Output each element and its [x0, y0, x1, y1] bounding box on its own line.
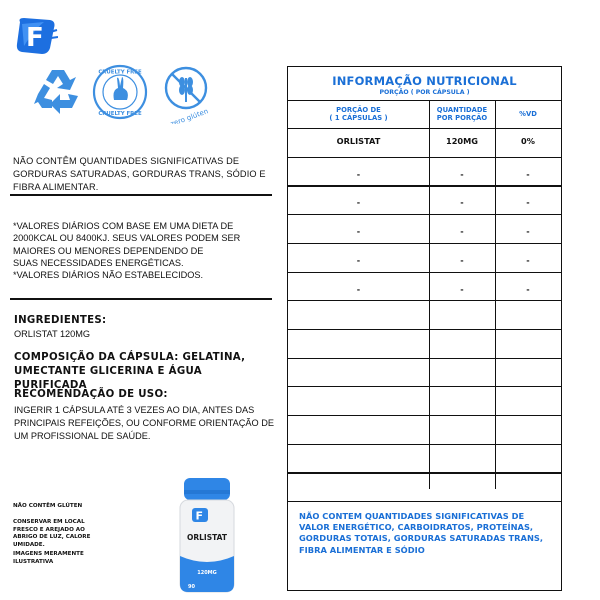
row-divider — [288, 272, 561, 273]
column-header-dv: %VD — [519, 110, 537, 118]
bottle-logo-letter: F — [195, 509, 204, 523]
header-line: QUANTIDADE — [436, 106, 488, 114]
table-cell: 0% — [521, 136, 535, 146]
ingredients-title: INGREDIENTES: — [14, 315, 107, 326]
row-divider — [288, 329, 561, 330]
table-cell: - — [356, 254, 361, 265]
column-divider — [495, 101, 496, 489]
badge-icons — [30, 64, 230, 124]
row-divider — [288, 185, 561, 186]
bottle-count: 90 — [188, 584, 195, 590]
note-line: SUAS NECESSIDADES ENERGÉTICAS. — [13, 257, 184, 268]
table-cell: - — [526, 168, 530, 179]
recommendation-body: INGERIR 1 CÁPSULA ATÉ 3 VEZES AO DIA, ANTES DAS PRINCIPAIS REFEIÇÕES, OU CONFORME ORIENTAÇÃO DE UM PROFISSIONAL DE SAÚDE. — [14, 405, 274, 441]
row-divider — [288, 386, 561, 387]
table-subtitle: PORÇÃO ( POR CÁPSULA ) — [379, 89, 470, 96]
note-line: *VALORES DIÁRIOS COM BASE EM UMA DIETA DE 2000KCAL OU 8400KJ. SEUS VALORES PODEM SER MAIORES OU MENORES DEPENDENDO DE — [13, 221, 241, 256]
note-line: *VALORES DIÁRIOS NÃO ESTABELECIDOS. — [13, 270, 204, 281]
capsule-composition: COMPOSIÇÃO DA CÁPSULA: GELATINA, UMECTANTE GLICERINA E ÁGUA PURIFICADA — [14, 352, 246, 391]
recycle-icon — [30, 64, 86, 120]
gluten-free-label: zero glúten — [169, 107, 210, 124]
row-divider — [288, 214, 561, 215]
table-cell: - — [356, 226, 361, 237]
row-divider — [288, 300, 561, 301]
brand-logo — [14, 16, 58, 56]
illustrative-note: IMAGENS MERAMENTE ILUSTRATIVA — [13, 551, 84, 565]
row-divider — [288, 128, 561, 129]
header-line: POR PORÇÃO — [436, 114, 488, 122]
divider — [10, 298, 272, 300]
nutrition-table — [287, 66, 562, 591]
table-cell: - — [460, 226, 464, 237]
row-divider — [288, 444, 561, 445]
table-cell: - — [460, 197, 464, 208]
table-cell: - — [460, 283, 464, 294]
gluten-note: NÃO CONTÊM GLÚTEN — [13, 503, 83, 509]
table-title: INFORMAÇÃO NUTRICIONAL — [332, 74, 517, 88]
table-cell: 120MG — [446, 136, 478, 146]
row-divider — [288, 243, 561, 244]
row-divider — [288, 415, 561, 416]
daily-values-notes — [13, 220, 263, 281]
cruelty-free-text-top: CRUELTY FREE — [98, 69, 142, 76]
nutrition-disclaimer: NÃO CONTÊM QUANTIDADES SIGNIFICATIVAS DE GORDURAS SATURADAS, GORDURAS TRANS, SÓDIO E FIBRA ALIMENTAR. — [13, 156, 266, 192]
table-cell: - — [356, 168, 361, 179]
recommendation-title: RECOMENDAÇÃO DE USO: — [14, 389, 168, 400]
table-cell: - — [526, 283, 530, 294]
table-footer-note: NÃO CONTEM QUANTIDADES SIGNIFICATIVAS DE VALOR ENERGÉTICO, CARBOIDRATOS, PROTEÍNAS, GORDURAS TOTAIS, GORDURAS SATURADAS TRANS, FIBRA ALIMENTAR E SÓDIO — [299, 511, 544, 555]
ingredients-body: ORLISTAT 120MG — [14, 329, 91, 339]
row-divider — [288, 472, 561, 473]
table-cell: - — [526, 197, 530, 208]
cruelty-free-text-bottom: CRUELTY FREE — [98, 111, 142, 117]
gluten-free-icon — [158, 64, 214, 124]
table-cell: - — [460, 168, 464, 179]
cruelty-free-icon — [92, 64, 148, 120]
header-line: ( 1 CÁPSULAS ) — [329, 114, 388, 122]
table-cell: ORLISTAT — [336, 136, 381, 146]
column-divider — [429, 101, 430, 489]
table-cell: - — [356, 283, 361, 294]
product-bottle-image — [176, 476, 238, 594]
table-cell: - — [526, 226, 530, 237]
logo-letter: F — [26, 23, 44, 53]
table-header — [288, 67, 561, 101]
table-cell: - — [356, 197, 361, 208]
column-header-quantity — [429, 106, 495, 122]
storage-note: CONSERVAR EM LOCAL FRESCO E AREJADO AO ABRIGO DE LUZ, CALORE UMIDADE. — [13, 519, 91, 548]
header-line: PORÇÃO DE — [336, 106, 381, 114]
divider — [10, 194, 272, 196]
table-cell: - — [526, 254, 530, 265]
row-divider — [288, 358, 561, 359]
row-divider — [288, 501, 561, 502]
bottle-dose: 120MG — [197, 570, 217, 576]
column-header-portion — [288, 106, 429, 122]
table-cell: - — [460, 254, 464, 265]
row-divider — [288, 157, 561, 158]
bottle-product-name: ORLISTAT — [187, 533, 227, 542]
